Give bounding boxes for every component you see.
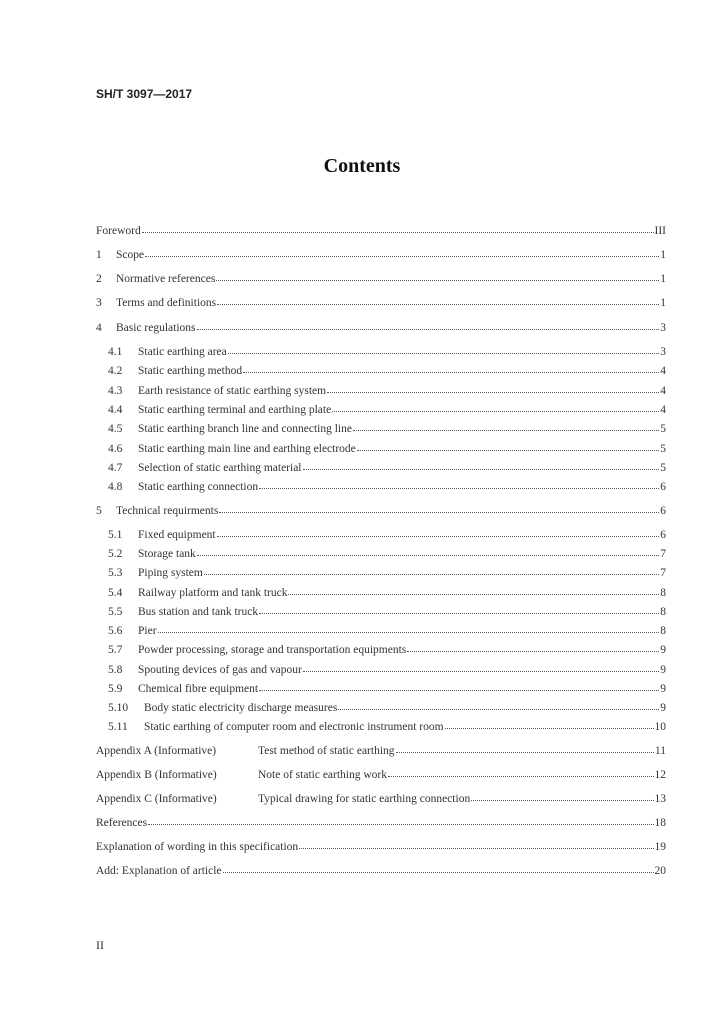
- toc-entry-label: Basic regulations: [116, 322, 196, 334]
- toc-entry-label: Fixed equipment: [138, 529, 216, 541]
- toc-entry[interactable]: [96, 223, 666, 238]
- document-code: SH/T 3097—2017: [96, 87, 193, 101]
- toc-entry-number: 5.6: [108, 625, 123, 637]
- toc-entry[interactable]: [108, 363, 666, 378]
- dot-leader: [259, 680, 659, 691]
- toc-entry-label: Spouting devices of gas and vapour: [138, 664, 302, 676]
- toc-entry[interactable]: [108, 421, 666, 436]
- dot-leader: [259, 603, 659, 614]
- toc-entry-page: 19: [654, 841, 666, 853]
- toc-entry-number: 4.5: [108, 423, 123, 435]
- toc-entry-page: 7: [660, 548, 666, 560]
- page-number: II: [96, 938, 104, 952]
- dot-leader: [332, 401, 659, 412]
- toc-entry-number: Appendix C (Informative): [96, 793, 217, 805]
- toc-entry-number: 5.11: [108, 721, 128, 733]
- toc-entry-label: Bus station and tank truck: [138, 606, 259, 618]
- toc-entry-label: Powder processing, storage and transportation equipments: [138, 644, 407, 656]
- toc-entry-label: Static earthing terminal and earthing plate: [138, 404, 332, 416]
- toc-entry-label: Selection of static earthing material: [138, 462, 302, 474]
- toc-entry-number: 4.7: [108, 462, 123, 474]
- dot-leader: [204, 564, 659, 575]
- toc-entry-page: 4: [660, 365, 666, 377]
- toc-entry-page: 9: [660, 664, 666, 676]
- toc-entry-page: 13: [654, 793, 666, 805]
- toc-entry-label: Static earthing branch line and connecting line: [138, 423, 352, 435]
- dot-leader: [145, 246, 659, 257]
- toc-entry-number: 4.1: [108, 346, 123, 358]
- toc-entry[interactable]: [108, 383, 666, 398]
- toc-entry[interactable]: [108, 460, 666, 475]
- dot-leader: [216, 270, 659, 281]
- toc-entry-label: Add: Explanation of article: [96, 865, 222, 877]
- toc-entry[interactable]: [108, 604, 666, 619]
- dot-leader: [327, 382, 659, 393]
- dot-leader: [299, 838, 653, 849]
- dot-leader: [142, 222, 654, 233]
- toc-entry-label: Normative references: [116, 273, 216, 285]
- toc-entry[interactable]: [108, 681, 666, 696]
- toc-entry-label: Explanation of wording in this specification: [96, 841, 299, 853]
- toc-entry-label: Typical drawing for static earthing connection: [258, 793, 471, 805]
- toc-entry[interactable]: [108, 700, 666, 715]
- toc-entry-page: 6: [660, 505, 666, 517]
- toc-entry-page: 7: [660, 567, 666, 579]
- toc-entry[interactable]: [108, 344, 666, 359]
- toc-entry-number: 4.2: [108, 365, 123, 377]
- toc-entry-number: 5.2: [108, 548, 123, 560]
- toc-entry-page: 4: [660, 385, 666, 397]
- toc-entry-page: 6: [660, 529, 666, 541]
- toc-entry[interactable]: [108, 565, 666, 580]
- toc-entry-page: 8: [660, 587, 666, 599]
- toc-entry-number: 3: [96, 297, 102, 309]
- toc-entry-label: Test method of static earthing: [258, 745, 395, 757]
- toc-entry-number: 4.4: [108, 404, 123, 416]
- toc-entry-page: 9: [660, 702, 666, 714]
- toc-entry-page: 5: [660, 462, 666, 474]
- toc-entry-number: 5.8: [108, 664, 123, 676]
- toc-entry-page: 20: [654, 865, 666, 877]
- toc-entry-label: Storage tank: [138, 548, 196, 560]
- toc-entry[interactable]: [108, 719, 666, 734]
- toc-entry-number: 1: [96, 249, 102, 261]
- toc-entry-page: III: [654, 225, 666, 237]
- toc-entry-label: Railway platform and tank truck: [138, 587, 288, 599]
- toc-entry-number: 5.3: [108, 567, 123, 579]
- toc-entry[interactable]: [96, 815, 666, 830]
- dot-leader: [303, 459, 660, 470]
- dot-leader: [288, 584, 659, 595]
- dot-leader: [243, 362, 659, 373]
- dot-leader: [197, 319, 659, 330]
- toc-entry[interactable]: [96, 247, 666, 262]
- dot-leader: [396, 742, 654, 753]
- toc-entry-label: Piping system: [138, 567, 203, 579]
- toc-entry-number: 2: [96, 273, 102, 285]
- toc-entry-label: Chemical fibre equipment: [138, 683, 259, 695]
- toc-entry-label: Foreword: [96, 225, 141, 237]
- dot-leader: [357, 440, 659, 451]
- toc-entry-page: 1: [660, 249, 666, 261]
- toc-entry-page: 9: [660, 683, 666, 695]
- toc-entry-label: Earth resistance of static earthing system: [138, 385, 327, 397]
- toc-entry-page: 1: [660, 273, 666, 285]
- toc-entry-number: 4.8: [108, 481, 123, 493]
- toc-entry[interactable]: [96, 295, 666, 310]
- toc-entry-label: References: [96, 817, 148, 829]
- dot-leader: [338, 699, 659, 710]
- toc-entry-number: 5.1: [108, 529, 123, 541]
- dot-leader: [259, 478, 659, 489]
- toc-entry-page: 8: [660, 625, 666, 637]
- dot-leader: [148, 814, 653, 825]
- dot-leader: [158, 622, 659, 633]
- toc-entry[interactable]: [96, 271, 666, 286]
- toc-entry[interactable]: [96, 839, 666, 854]
- toc-entry-page: 10: [654, 721, 666, 733]
- dot-leader: [197, 545, 659, 556]
- dot-leader: [217, 294, 659, 305]
- toc-entry-page: 18: [654, 817, 666, 829]
- toc-entry[interactable]: [108, 662, 666, 677]
- toc-entry-number: 5.9: [108, 683, 123, 695]
- dot-leader: [223, 862, 654, 873]
- toc-entry[interactable]: [108, 546, 666, 561]
- toc-entry[interactable]: [108, 441, 666, 456]
- toc-entry-number: 5: [96, 505, 102, 517]
- dot-leader: [219, 502, 659, 513]
- toc-entry-number: Appendix B (Informative): [96, 769, 217, 781]
- toc-entry-number: 5.5: [108, 606, 123, 618]
- dot-leader: [353, 420, 659, 431]
- toc-entry[interactable]: [96, 863, 666, 878]
- toc-entry-number: 5.4: [108, 587, 123, 599]
- toc-entry-number: 4.6: [108, 443, 123, 455]
- toc-entry-label: Static earthing method: [138, 365, 243, 377]
- dot-leader: [228, 343, 659, 354]
- toc-entry[interactable]: [96, 791, 666, 806]
- toc-entry-page: 9: [660, 644, 666, 656]
- toc-entry[interactable]: [108, 479, 666, 494]
- toc-entry-label: Terms and definitions: [116, 297, 217, 309]
- toc-entry-page: 3: [660, 322, 666, 334]
- dot-leader: [407, 641, 659, 652]
- toc-entry-label: Technical requirments: [116, 505, 219, 517]
- toc-entry[interactable]: [108, 402, 666, 417]
- toc-entry[interactable]: [108, 527, 666, 542]
- toc-entry-page: 5: [660, 443, 666, 455]
- toc-entry-label: Static earthing of computer room and electronic instrument room: [144, 721, 444, 733]
- toc-entry-number: 4.3: [108, 385, 123, 397]
- toc-entry-label: Static earthing connection: [138, 481, 259, 493]
- dot-leader: [217, 526, 659, 537]
- toc-entry-label: Scope: [116, 249, 145, 261]
- toc-entry-label: Body static electricity discharge measures: [144, 702, 338, 714]
- dot-leader: [388, 766, 653, 777]
- toc-entry[interactable]: [96, 743, 666, 758]
- toc-entry-label: Note of static earthing work: [258, 769, 388, 781]
- toc-entry-page: 12: [654, 769, 666, 781]
- toc-entry-label: Pier: [138, 625, 157, 637]
- toc-entry-page: 1: [660, 297, 666, 309]
- toc-entry-label: Static earthing main line and earthing electrode: [138, 443, 356, 455]
- toc-entry[interactable]: [108, 623, 666, 638]
- toc-entry-page: 4: [660, 404, 666, 416]
- toc-entry-number: 4: [96, 322, 102, 334]
- toc-entry-page: 8: [660, 606, 666, 618]
- toc-entry[interactable]: [96, 320, 666, 335]
- toc-entry-page: 6: [660, 481, 666, 493]
- toc-entry[interactable]: [96, 503, 666, 518]
- dot-leader: [303, 661, 659, 672]
- toc-entry-label: Static earthing area: [138, 346, 227, 358]
- toc-entry-page: 5: [660, 423, 666, 435]
- toc-entry[interactable]: [108, 585, 666, 600]
- dot-leader: [471, 790, 653, 801]
- toc-entry[interactable]: [96, 767, 666, 782]
- dot-leader: [445, 718, 654, 729]
- toc-entry-number: 5.10: [108, 702, 129, 714]
- toc-entry[interactable]: [108, 642, 666, 657]
- toc-entry-number: Appendix A (Informative): [96, 745, 217, 757]
- page-title: Contents: [323, 155, 401, 177]
- toc-entry-page: 3: [660, 346, 666, 358]
- toc-entry-page: 11: [654, 745, 666, 757]
- toc-entry-number: 5.7: [108, 644, 123, 656]
